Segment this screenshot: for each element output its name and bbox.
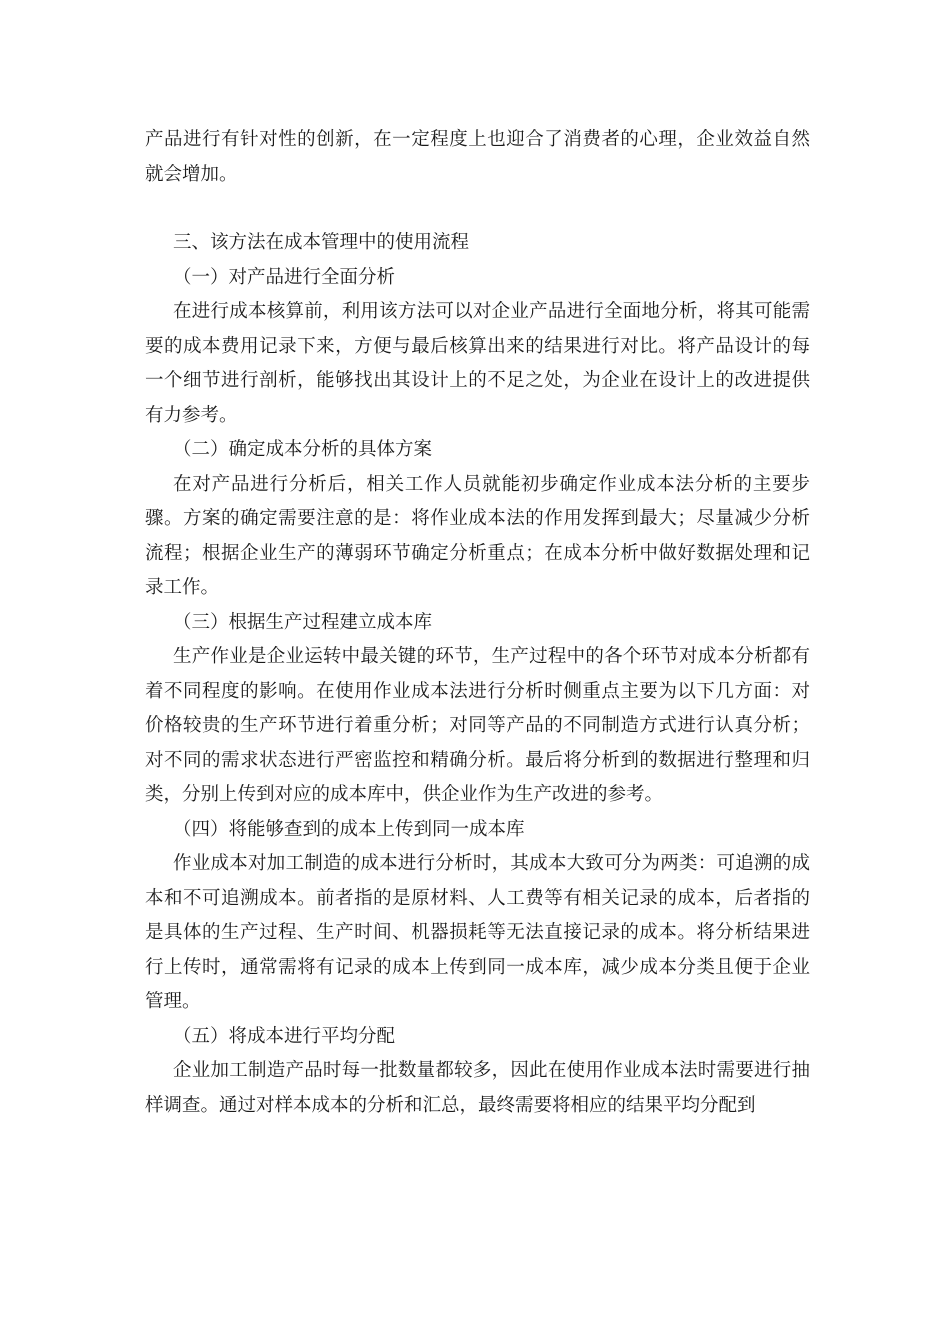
subsection-body-4: 作业成本对加工制造的成本进行分析时，其成本大致可分为两类：可追溯的成本和不可追溯成本。前者指的是原材料、人工费等有相关记录的成本，后者指的是具体的生产过程、生产时间、机器损耗等无法直接记录的成本。将分析结果进行上传时，通常需将有记录的成本上传到同一成本库，减少成本分类且便于企业管理。 <box>145 853 810 1012</box>
document-body <box>145 123 810 1123</box>
subsection-heading-2: （二）确定成本分析的具体方案 <box>173 439 433 460</box>
subsection-heading-1: （一）对产品进行全面分析 <box>173 266 396 288</box>
subsection-heading-4: （四）将能够查到的成本上传到同一成本库 <box>173 818 525 840</box>
subsection-body-5: 企业加工制造产品时每一批数量都较多，因此在使用作业成本法时需要进行抽样调查。通过对样本成本的分析和汇总，最终需要将相应的结果平均分配到 <box>145 1060 810 1116</box>
subsection-heading-3: （三）根据生产过程建立成本库 <box>173 611 433 633</box>
subsection-body-1: 在进行成本核算前，利用该方法可以对企业产品进行全面地分析，将其可能需要的成本费用记录下来，方便与最后核算出来的结果进行对比。将产品设计的每一个细节进行剖析，能够找出其设计上的不足之处，为企业在设计上的改进提供有力参考。 <box>145 301 810 426</box>
subsection-body-2: 在对产品进行分析后，相关工作人员就能初步确定作业成本法分析的主要步骤。方案的确定需要注意的是：将作业成本法的作用发挥到最大；尽量减少分析流程；根据企业生产的薄弱环节确定分析重点；在成本分析中做好数据处理和记录工作。 <box>145 473 810 598</box>
subsection-heading-5: （五）将成本进行平均分配 <box>173 1025 396 1047</box>
section-title: 三、该方法在成本管理中的使用流程 <box>173 232 470 253</box>
continuation-paragraph: 产品进行有针对性的创新，在一定程度上也迎合了消费者的心理，企业效益自然就会增加。 <box>145 129 810 185</box>
subsection-body-3: 生产作业是企业运转中最关键的环节，生产过程中的各个环节对成本分析都有着不同程度的影响。在使用作业成本法进行分析时侧重点主要为以下几方面：对价格较贵的生产环节进行着重分析；对同等产品的不同制造方式进行认真分析；对不同的需求状态进行严密监控和精确分析。最后将分析到的数据进行整理和归类，分别上传到对应的成本库中，供企业作为生产改进的参考。 <box>145 646 810 805</box>
